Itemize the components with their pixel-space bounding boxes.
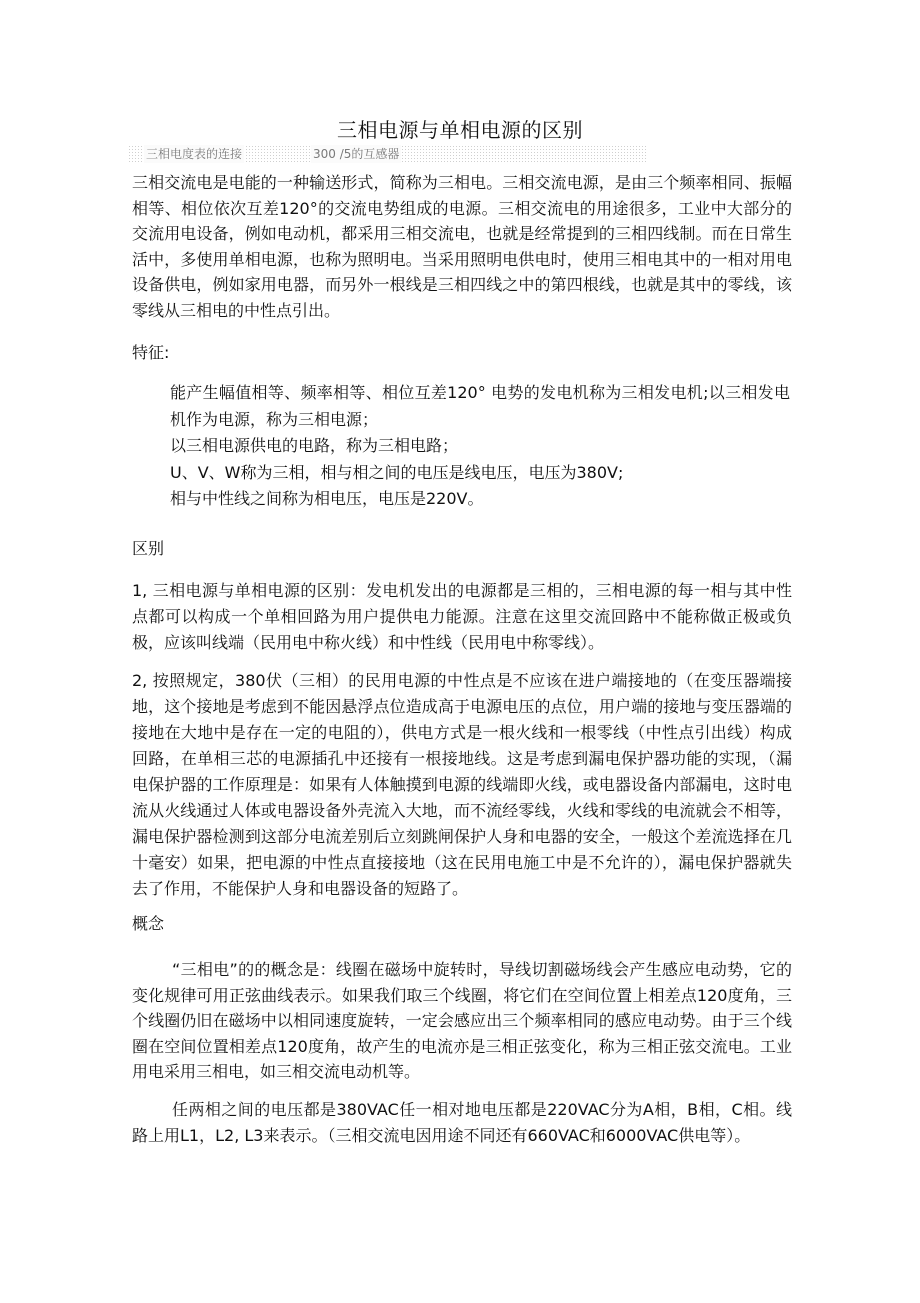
feature-item: 能产生幅值相等、频率相等、相位互差120° 电势的发电机称为三相发电机;以三相发电机作为电源，称为三相电源；: [170, 383, 790, 429]
feature-item: U、V、W称为三相，相与相之间的电压是线电压，电压为380V;: [170, 462, 624, 482]
difference-point-1: 1, 三相电源与单相电源的区别：发电机发出的电源都是三相的，三相电源的每一相与其中性点都可以构成一个单相回路为用户提供电力能源。注意在这里交流回路中不能称做正极或负极，应该叫线端（民用电中称火线）和中性线（民用电中称零线）。: [132, 581, 792, 652]
features-list: [170, 380, 790, 513]
embedded-image-banner: [128, 145, 648, 163]
difference-point-2: 2, 按照规定，380伏（三相）的民用电源的中性点是不应该在进户端接地的（在变压器端接地，这个接地是考虑到不能因悬浮点位造成高于电源电压的点位，用户端的接地与变压器端的接地在大地中是存在一定的电阻的），供电方式是一根火线和一根零线（中性点引出线）构成回路，在单相三芯的电源插孔中还接有一根接地线。这是考虑到漏电保护器功能的实现，（漏电保护器的工作原理是：如果有人体触摸到电源的线端即火线，或电器设备内部漏电，这时电流从火线通过人体或电器设备外壳流入大地，而不流经零线，火线和零线的电流就会不相等，漏电保护器检测到这部分电流差别后立刻跳闸保护人身和电器的安全，一般这个差流选择在几十毫安）如果，把电源的中性点直接接地（这在民用电施工中是不允许的），漏电保护器就失去了作用，不能保护人身和电器设备的短路了。: [132, 671, 792, 898]
concept-heading: 概念: [132, 914, 165, 933]
intro-paragraph: 三相交流电是电能的一种输送形式，简称为三相电。三相交流电源，是由三个频率相同、振幅相等、相位依次互差120°的交流电势组成的电源。三相交流电的用途很多，工业中大部分的交流用电设备，例如电动机，都采用三相交流电，也就是经常提到的三相四线制。而在日常生活中，多使用单相电源，也称为照明电。当采用照明电供电时，使用三相电其中的一相对用电设备供电，例如家用电器，而另外一根线是三相四线之中的第四根线，也就是其中的零线，该零线从三相电的中性点引出。: [132, 173, 792, 320]
feature-item: 以三相电源供电的电路，称为三相电路；: [170, 436, 459, 455]
concept-paragraph: “三相电”的的概念是：线圈在磁场中旋转时，导线切割磁场线会产生感应电动势，它的变化规律可用正弦曲线表示。如果我们取三个线圈，将它们在空间位置上相差点120度角，三个线圈仍旧在磁场中以相同速度旋转，一定会感应出三个频率相同的感应电动势。由于三个线圈在空间位置相差点120度角，故产生的电流亦是三相正弦变化，称为三相正弦交流电。工业用电采用三相电，如三相交流电动机等。: [132, 960, 792, 1081]
document-title: 三相电源与单相电源的区别: [337, 118, 583, 142]
difference-heading: 区别: [132, 539, 165, 558]
voltage-paragraph: 任两相之间的电压都是380VAC任一相对地电压都是220VAC分为A相，B相，C相。线路上用L1，L2, L3来表示。（三相交流电因用途不同还有660VAC和6000VAC供电等）。: [132, 1100, 792, 1145]
banner-left-text: 三相电度表的连接: [146, 147, 243, 161]
feature-item: 相与中性线之间称为相电压，电压是220V。: [170, 489, 484, 508]
features-heading: 特征:: [132, 343, 170, 362]
banner-right-text: 300 /5的互感器: [313, 147, 400, 161]
